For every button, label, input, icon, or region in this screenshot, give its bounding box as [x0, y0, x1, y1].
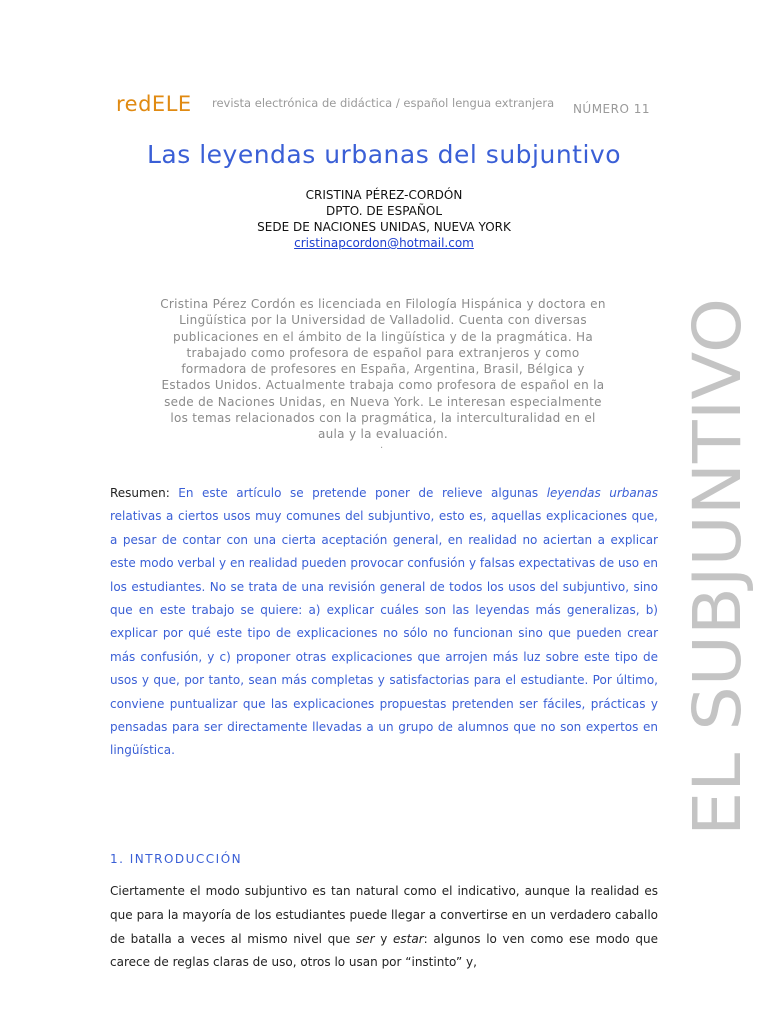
abstract-text-1: En este artículo se pretende poner de relieve algunas — [178, 486, 539, 500]
sidebar-text: EL SUBJUNTIVO — [679, 328, 756, 836]
author-name: CRISTINA PÉREZ-CORDÓN — [305, 188, 463, 202]
journal-tagline: revista electrónica de didáctica / español lengua extranjera — [212, 96, 555, 110]
author-block — [0, 187, 768, 251]
intro-text-1: Ciertamente el modo subjuntivo es tan natural como el indicativo, aunque la realidad es que para la mayoría de los estudiantes puede llegar a convertirse en un verdadero caballo de batalla a veces al mismo nivel que — [110, 884, 658, 946]
intro-paragraph — [110, 880, 658, 975]
author-bio: Cristina Pérez Cordón es licenciada en Filología Hispánica y doctora en Lingüística por la Universidad de Valladolid. Cuenta con diversas publicaciones en el ámbito de la lingüística y de la pragmática. Ha trabajado como profesora de español para extranjeros y como formadora de profesores en España, Argentina, Brasil, Bélgica y Estados Unidos. Actualmente trabaja como profesora de español en la sede de Naciones Unidas, en Nueva York. Le interesan especialmente los temas relacionados con la pragmática, la interculturalidad en el aula y la evaluación. — [160, 297, 606, 442]
issue-number: NÚMERO 11 — [572, 102, 650, 116]
author-institution: SEDE DE NACIONES UNIDAS, NUEVA YORK — [257, 220, 511, 234]
sidebar-svg — [679, 296, 756, 840]
abstract-paragraph — [110, 482, 658, 763]
article-title: Las leyendas urbanas del subjuntivo — [146, 140, 622, 169]
intro-em-ser: ser — [355, 931, 375, 946]
intro-text-3: : algunos lo ven como ese modo que carece de reglas claras de uso, otros lo usan por “instinto” y, — [110, 931, 658, 970]
bio-dot: . — [380, 440, 384, 451]
intro-em-estar: estar — [393, 931, 424, 946]
journal-header — [116, 92, 656, 122]
vertical-sidebar-title — [679, 296, 756, 840]
journal-logo: redELE — [116, 92, 192, 116]
abstract-label: Resumen: — [110, 486, 170, 500]
abstract-text-2: relativas a ciertos usos muy comunes del subjuntivo, esto es, aquellas explicaciones que, a pesar de contar con una cierta aceptación general, en realidad no aciertan a explicar este modo verbal y en realidad pueden provocar confusión y falsas expectativas de uso en los estudiantes. No se trata de una revisión general de todos los usos del subjuntivo, sino que en este trabajo se quiere: a) explicar cuáles son las leyendas más generalizas, b) explicar por qué este tipo de explicaciones no sólo no funcionan sino que pueden crear más confusión, y c) proponer otras explicaciones que arrojen más luz sobre este tipo de usos y que, por tanto, sean más completas y satisfactorias para el estudiante. Por último, conviene puntualizar que las explicaciones propuestas pretenden ser fáciles, prácticas y pensadas para ser directamente llevadas a un grupo de alumnos que no son expertos en lingüística. — [110, 509, 658, 758]
author-department: DPTO. DE ESPAÑOL — [325, 204, 442, 218]
abstract-emphasis: leyendas urbanas — [546, 486, 658, 500]
author-email-link[interactable]: cristinapcordon@hotmail.com — [294, 236, 474, 250]
intro-text-2: y — [380, 931, 388, 946]
section-heading-introduccion: 1. INTRODUCCIÓN — [110, 852, 243, 866]
